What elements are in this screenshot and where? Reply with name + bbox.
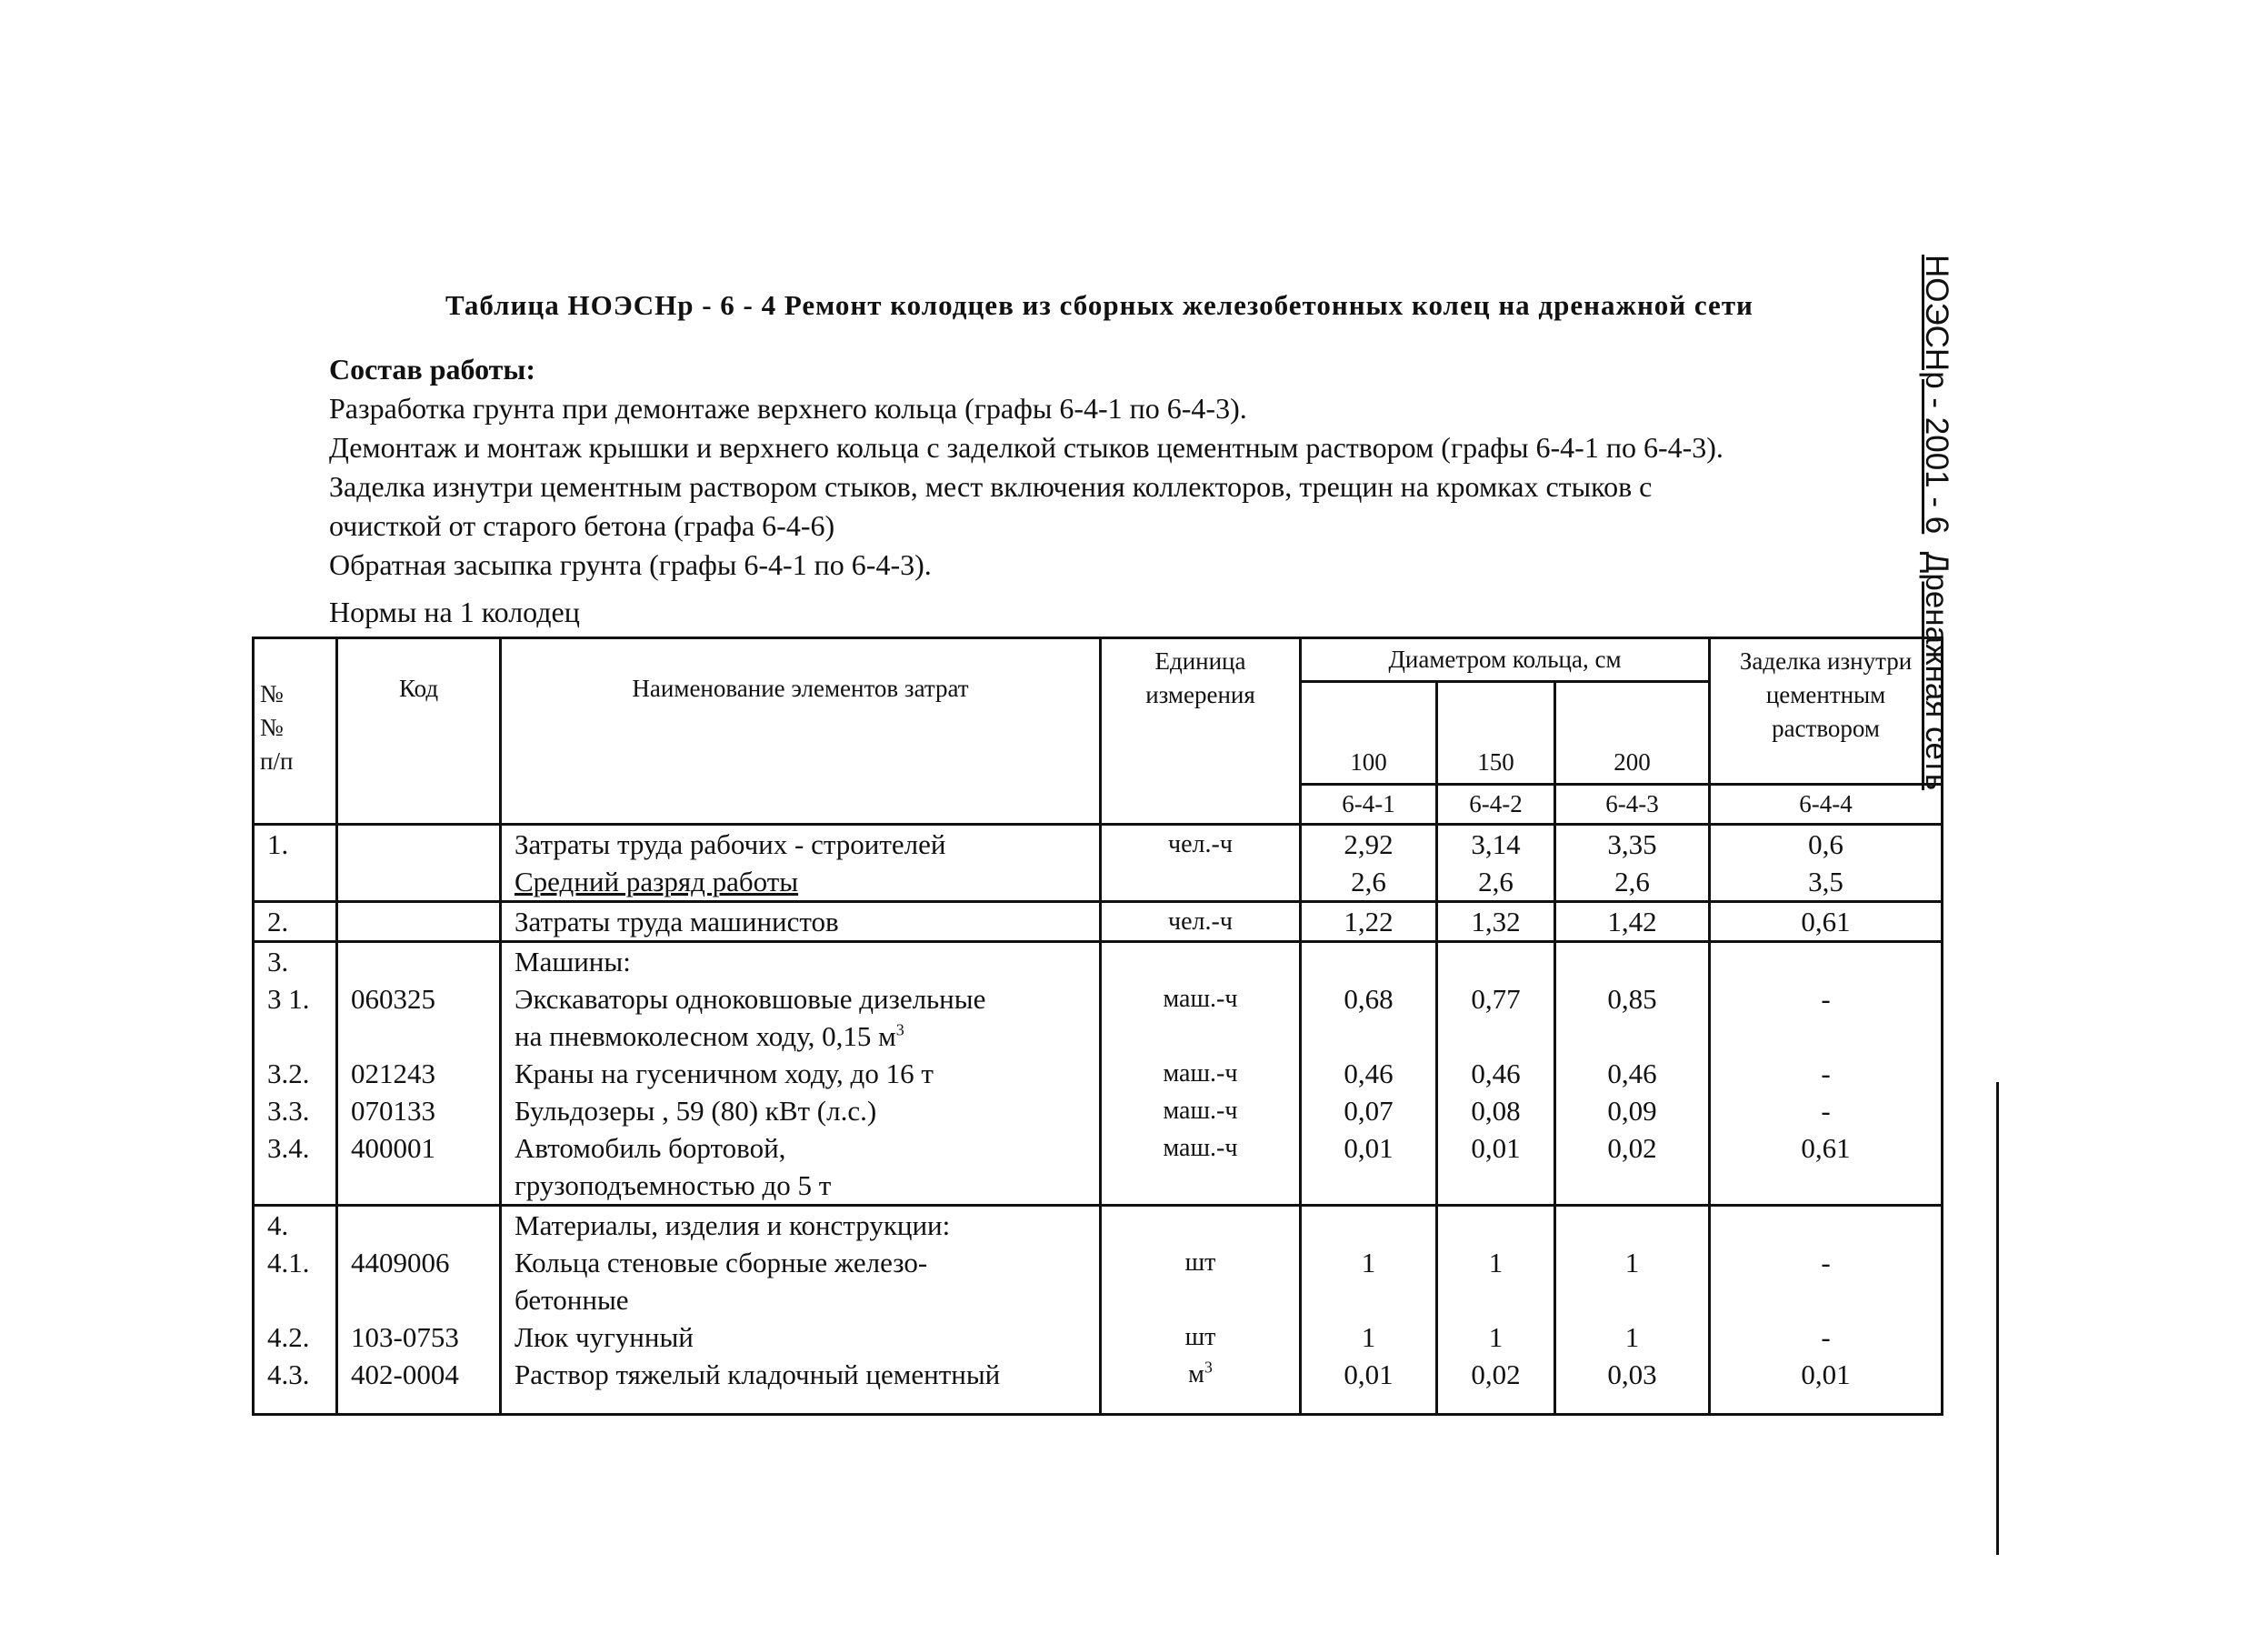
table-row	[254, 1055, 1943, 1092]
composition-line: Обратная засыпка грунта (графы 6-4-1 по 6-4-3).	[329, 548, 932, 581]
cubic-superscript: 3	[895, 1020, 904, 1039]
cell-v2: 3,14	[1437, 825, 1555, 864]
header-d150: 150	[1437, 682, 1555, 785]
cell-v1: 0,46	[1301, 1055, 1437, 1092]
table-row	[254, 1281, 1943, 1318]
header-name: Наименование элементов затрат	[501, 638, 1101, 825]
cell-code	[337, 825, 501, 864]
cell-name: Машины:	[501, 942, 1101, 981]
cell-code	[337, 1281, 501, 1318]
cell-num: 4.1.	[254, 1244, 337, 1281]
cell-code: 4409006	[337, 1244, 501, 1281]
cell-v4: 0,6	[1710, 825, 1943, 864]
cubic-superscript: 3	[1204, 1358, 1213, 1377]
cell-unit	[1101, 942, 1301, 981]
cell-num: 4.	[254, 1206, 337, 1245]
cell-name: Затраты труда машинистов	[501, 902, 1101, 942]
cell-v1	[1301, 1017, 1437, 1055]
cell-num	[254, 1017, 337, 1055]
cell-v4: -	[1710, 1318, 1943, 1356]
cell-code	[337, 1017, 501, 1055]
cell-v4: 0,61	[1710, 1129, 1943, 1167]
header-seal: Заделка изнутри цементным раствором	[1710, 638, 1943, 785]
table-row	[254, 863, 1943, 902]
cell-unit: маш.-ч	[1101, 1092, 1301, 1129]
cell-v1	[1301, 1281, 1437, 1318]
cell-unit: шт	[1101, 1318, 1301, 1356]
cell-v3: 1	[1555, 1244, 1710, 1281]
side-rule	[1996, 1082, 1999, 1555]
cell-name: грузоподъемностью до 5 т	[501, 1167, 1101, 1206]
cell-v1: 2,6	[1301, 863, 1437, 902]
cell-code: 400001	[337, 1129, 501, 1167]
cell-name: Кольца стеновые сборные железо-	[501, 1244, 1101, 1281]
table-row	[254, 1092, 1943, 1129]
cell-v2: 1,32	[1437, 902, 1555, 942]
cell-v4: 3,5	[1710, 863, 1943, 902]
cell-name: Экскаваторы одноковшовые дизельные	[501, 980, 1101, 1017]
cell-unit	[1101, 1281, 1301, 1318]
cell-v2	[1437, 1281, 1555, 1318]
cell-v1: 1,22	[1301, 902, 1437, 942]
cell-v4	[1710, 1281, 1943, 1318]
cell-num	[254, 863, 337, 902]
cell-v1: 1	[1301, 1318, 1437, 1356]
table-row	[254, 1129, 1943, 1167]
cell-name: Материалы, изделия и конструкции:	[501, 1206, 1101, 1245]
cell-v3: 0,09	[1555, 1092, 1710, 1129]
cell-code	[337, 1167, 501, 1206]
cell-v4	[1710, 942, 1943, 981]
table-row	[254, 825, 1943, 864]
cell-v3	[1555, 1017, 1710, 1055]
table-row	[254, 942, 1943, 981]
cell-unit: маш.-ч	[1101, 1055, 1301, 1092]
cell-v2: 0,02	[1437, 1356, 1555, 1415]
table-row	[254, 980, 1943, 1017]
cell-code: 402-0004	[337, 1356, 501, 1415]
cell-v3	[1555, 1167, 1710, 1206]
norms-table	[252, 637, 1943, 1416]
cell-unit: маш.-ч	[1101, 1129, 1301, 1167]
col-code-6-4-4: 6-4-4	[1710, 785, 1943, 825]
col-code-6-4-3: 6-4-3	[1555, 785, 1710, 825]
cell-v3: 0,46	[1555, 1055, 1710, 1092]
cell-unit: чел.-ч	[1101, 902, 1301, 942]
composition-line: Демонтаж и монтаж крышки и верхнего кольца с заделкой стыков цементным раствором (графы 6-4-1 по 6-4-3).	[329, 431, 1723, 464]
cell-v1	[1301, 1206, 1437, 1245]
cell-num: 3.	[254, 942, 337, 981]
work-composition	[329, 350, 1723, 585]
col-code-6-4-2: 6-4-2	[1437, 785, 1555, 825]
cell-code	[337, 942, 501, 981]
cell-unit	[1101, 1206, 1301, 1245]
cell-v3	[1555, 942, 1710, 981]
table-row	[254, 1167, 1943, 1206]
cell-v1: 1	[1301, 1244, 1437, 1281]
cell-num: 2.	[254, 902, 337, 942]
cell-code: 021243	[337, 1055, 501, 1092]
cell-v1	[1301, 942, 1437, 981]
cell-v2	[1437, 942, 1555, 981]
cell-num: 4.2.	[254, 1318, 337, 1356]
table-row	[254, 902, 1943, 942]
cell-v4: 0,01	[1710, 1356, 1943, 1415]
cell-unit: чел.-ч	[1101, 825, 1301, 864]
cell-num: 3.3.	[254, 1092, 337, 1129]
norms-caption: Нормы на 1 колодец	[329, 596, 580, 628]
composition-line: очисткой от старого бетона (графа 6-4-6)	[329, 509, 835, 542]
cell-v4: -	[1710, 1092, 1943, 1129]
cell-name: Бульдозеры , 59 (80) кВт (л.с.)	[501, 1092, 1101, 1129]
cell-v1	[1301, 1167, 1437, 1206]
cell-unit: м	[1188, 1360, 1204, 1388]
cell-v4: -	[1710, 980, 1943, 1017]
cell-v3: 2,6	[1555, 863, 1710, 902]
cell-num	[254, 1281, 337, 1318]
cell-v3: 0,03	[1555, 1356, 1710, 1415]
cell-v4: -	[1710, 1244, 1943, 1281]
cell-name: Автомобиль бортовой,	[501, 1129, 1101, 1167]
cell-num	[254, 1167, 337, 1206]
cell-v2: 2,6	[1437, 863, 1555, 902]
cell-v4	[1710, 1167, 1943, 1206]
table-row	[254, 1206, 1943, 1245]
cell-v2	[1437, 1206, 1555, 1245]
cell-v2	[1437, 1017, 1555, 1055]
header-diameter: Диаметром кольца, см	[1301, 638, 1710, 682]
table-row	[254, 1244, 1943, 1281]
header-d200: 200	[1555, 682, 1710, 785]
cell-v3: 1	[1555, 1318, 1710, 1356]
cell-v1: 0,01	[1301, 1356, 1437, 1415]
table-row	[254, 1356, 1943, 1415]
header-unit: Единица измерения	[1101, 638, 1301, 825]
cell-code: 103-0753	[337, 1318, 501, 1356]
cell-v3: 3,35	[1555, 825, 1710, 864]
table-title: Таблица НОЭСНр - 6 - 4 Ремонт колодцев из сборных железобетонных колец на дренажной сети	[445, 289, 1753, 321]
cell-v4	[1710, 1206, 1943, 1245]
cell-name: Затраты труда рабочих - строителей	[501, 825, 1101, 864]
cell-v3: 0,85	[1555, 980, 1710, 1017]
composition-heading: Состав работы:	[329, 353, 536, 386]
cell-v4: -	[1710, 1055, 1943, 1092]
cell-code: 070133	[337, 1092, 501, 1129]
table-row	[254, 1318, 1943, 1356]
composition-line: Разработка грунта при демонтаже верхнего кольца (графы 6-4-1 по 6-4-3).	[329, 392, 1247, 425]
cell-unit: шт	[1101, 1244, 1301, 1281]
cell-unit	[1101, 1017, 1301, 1055]
cell-v1: 0,68	[1301, 980, 1437, 1017]
cell-v1: 0,07	[1301, 1092, 1437, 1129]
cell-num: 4.3.	[254, 1356, 337, 1415]
cell-v2: 1	[1437, 1244, 1555, 1281]
cell-unit	[1101, 1167, 1301, 1206]
side-name: Дренажная сеть	[1919, 551, 1954, 791]
cell-unit	[1101, 863, 1301, 902]
cell-v3	[1555, 1206, 1710, 1245]
cell-num: 3.2.	[254, 1055, 337, 1092]
composition-line: Заделка изнутри цементным раствором стыков, мест включения коллекторов, трещин на кромках стыков с	[329, 470, 1653, 503]
cell-name: Краны на гусеничном ходу, до 16 т	[501, 1055, 1101, 1092]
cell-name: Люк чугунный	[501, 1318, 1101, 1356]
cell-v4: 0,61	[1710, 902, 1943, 942]
cell-v4	[1710, 1017, 1943, 1055]
header-num: № № п/п	[254, 638, 337, 825]
cell-num: 1.	[254, 825, 337, 864]
cell-v2: 1	[1437, 1318, 1555, 1356]
cell-name: на пневмоколесном ходу, 0,15 м	[515, 1020, 896, 1052]
cell-v2: 0,77	[1437, 980, 1555, 1017]
cell-num: 3 1.	[254, 980, 337, 1017]
cell-v1: 0,01	[1301, 1129, 1437, 1167]
cell-code	[337, 1206, 501, 1245]
cell-code: 060325	[337, 980, 501, 1017]
cell-v2: 0,46	[1437, 1055, 1555, 1092]
cell-v3: 1,42	[1555, 902, 1710, 942]
cell-code	[337, 902, 501, 942]
side-code: НОЭСНр - 2001 - 6	[1919, 255, 1954, 535]
cell-v3	[1555, 1281, 1710, 1318]
table-row	[254, 1017, 1943, 1055]
cell-v2: 0,08	[1437, 1092, 1555, 1129]
cell-code	[337, 863, 501, 902]
header-code: Код	[337, 638, 501, 825]
header-d100: 100	[1301, 682, 1437, 785]
col-code-6-4-1: 6-4-1	[1301, 785, 1437, 825]
cell-v2: 0,01	[1437, 1129, 1555, 1167]
cell-name: Раствор тяжелый кладочный цементный	[501, 1356, 1101, 1415]
cell-name: бетонные	[501, 1281, 1101, 1318]
cell-v3: 0,02	[1555, 1129, 1710, 1167]
cell-name: Средний разряд работы	[515, 866, 799, 897]
cell-unit: маш.-ч	[1101, 980, 1301, 1017]
cell-num: 3.4.	[254, 1129, 337, 1167]
cell-v1: 2,92	[1301, 825, 1437, 864]
cell-v2	[1437, 1167, 1555, 1206]
